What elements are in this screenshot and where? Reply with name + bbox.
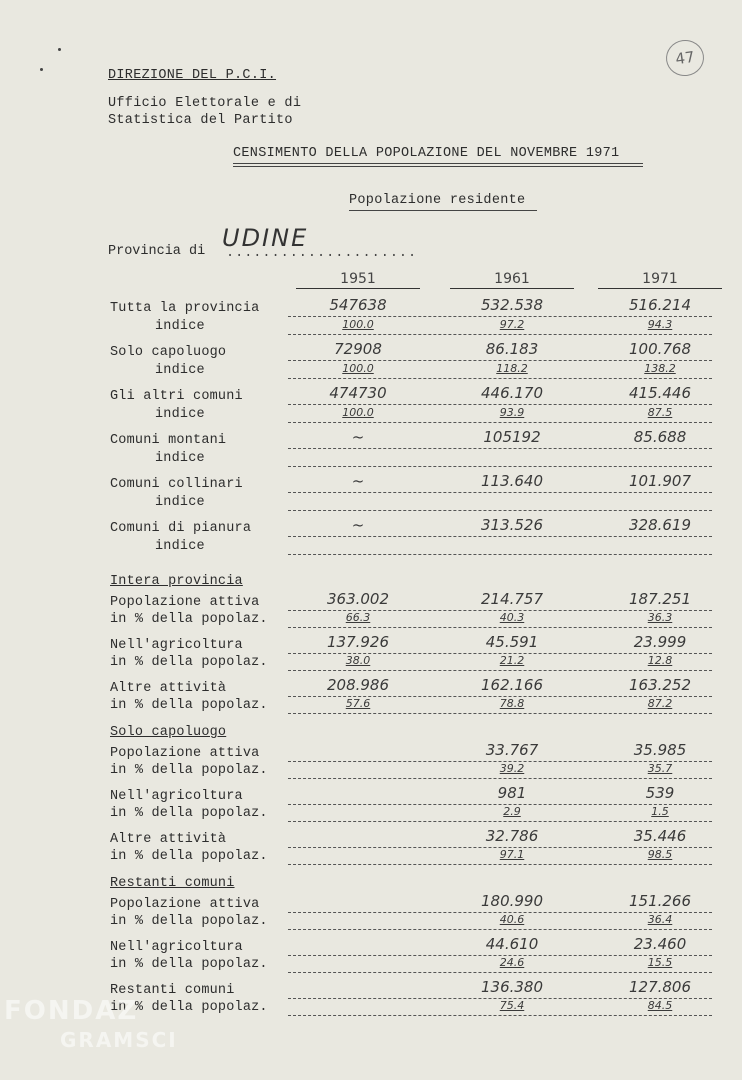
handwritten-value: 86.183 — [485, 340, 539, 358]
handwritten-value: 97.1 — [499, 848, 525, 861]
handwritten-value: 87.2 — [647, 697, 673, 710]
year-header-2: 1971 — [642, 271, 678, 287]
row-label: in % della popolaz. — [110, 957, 268, 972]
dashed-fill-line — [288, 536, 712, 537]
dashed-fill-line — [288, 821, 712, 822]
province-name-handwritten: UDINE — [222, 224, 309, 252]
province-dots: ..................... — [226, 246, 418, 261]
handwritten-value: 66.3 — [345, 611, 371, 624]
dashed-fill-line — [288, 864, 712, 865]
handwritten-value: 363.002 — [326, 590, 390, 608]
handwritten-value: 15.5 — [647, 956, 673, 969]
handwritten-value: 100.768 — [628, 340, 692, 358]
handwritten-value: 113.640 — [480, 472, 544, 490]
paper-speck — [58, 48, 61, 51]
section-title: Intera provincia — [110, 574, 243, 589]
handwritten-value: 1.5 — [651, 805, 669, 818]
handwritten-value: 98.5 — [647, 848, 673, 861]
handwritten-value: 180.990 — [480, 892, 544, 910]
province-label: Provincia di — [108, 244, 206, 259]
handwritten-value: 87.5 — [647, 406, 673, 419]
section-title: Restanti comuni — [110, 876, 235, 891]
title-text: CENSIMENTO DELLA POPOLAZIONE DEL NOVEMBRE 1971 — [233, 146, 620, 161]
handwritten-value: 118.2 — [496, 362, 528, 375]
row-label: indice — [155, 407, 205, 422]
handwritten-value: 138.2 — [644, 362, 676, 375]
handwritten-value: 85.688 — [633, 428, 687, 446]
subtitle — [349, 193, 537, 211]
handwritten-value: 12.8 — [647, 654, 673, 667]
handwritten-value: 214.757 — [480, 590, 544, 608]
section-title: Solo capoluogo — [110, 725, 227, 740]
row-label: Nell'agricoltura — [110, 789, 243, 804]
handwritten-value: 36.3 — [647, 611, 673, 624]
handwritten-value: 162.166 — [480, 676, 544, 694]
paper-speck — [40, 68, 43, 71]
handwritten-value: 187.251 — [628, 590, 692, 608]
handwritten-value: 35.446 — [633, 827, 687, 845]
handwritten-value: 78.8 — [499, 697, 525, 710]
dashed-fill-line — [288, 670, 712, 671]
row-label: Comuni montani — [110, 433, 227, 448]
row-label: Nell'agricoltura — [110, 638, 243, 653]
handwritten-value: 136.380 — [480, 978, 544, 996]
year-underline — [296, 288, 420, 289]
row-label: in % della popolaz. — [110, 698, 268, 713]
year-header-1: 1961 — [494, 271, 530, 287]
handwritten-value: 2.9 — [503, 805, 521, 818]
row-label: in % della popolaz. — [110, 914, 268, 929]
row-label: in % della popolaz. — [110, 655, 268, 670]
handwritten-value: 40.3 — [499, 611, 525, 624]
row-label: indice — [155, 451, 205, 466]
row-label: in % della popolaz. — [110, 763, 268, 778]
row-label: Tutta la provincia — [110, 301, 260, 316]
handwritten-value: 313.526 — [480, 516, 544, 534]
dashed-fill-line — [288, 554, 712, 555]
row-label: Comuni di pianura — [110, 521, 252, 536]
dashed-fill-line — [288, 627, 712, 628]
dashed-fill-line — [288, 448, 712, 449]
watermark-line-2: GRAMSCI — [60, 1028, 178, 1052]
handwritten-value: 35.7 — [647, 762, 673, 775]
row-label: Comuni collinari — [110, 477, 243, 492]
handwritten-value: 151.266 — [628, 892, 692, 910]
handwritten-value: 44.610 — [485, 935, 539, 953]
document-title — [233, 146, 643, 167]
handwritten-value: 547638 — [329, 296, 387, 314]
dashed-fill-line — [288, 778, 712, 779]
handwritten-value: 532.538 — [480, 296, 544, 314]
dashed-fill-line — [288, 1015, 712, 1016]
handwritten-value: 516.214 — [628, 296, 692, 314]
handwritten-value: 38.0 — [345, 654, 371, 667]
handwritten-value: 21.2 — [499, 654, 525, 667]
row-label: Popolazione attiva — [110, 746, 260, 761]
row-label: Popolazione attiva — [110, 595, 260, 610]
handwritten-value: 93.9 — [499, 406, 525, 419]
row-label: Nell'agricoltura — [110, 940, 243, 955]
title-double-underline — [233, 163, 643, 167]
handwritten-value: 84.5 — [647, 999, 673, 1012]
handwritten-value: 36.4 — [647, 913, 673, 926]
handwritten-value: 105192 — [483, 428, 541, 446]
handwritten-value: 40.6 — [499, 913, 525, 926]
dashed-fill-line — [288, 422, 712, 423]
dashed-fill-line — [288, 378, 712, 379]
handwritten-value: 33.767 — [485, 741, 539, 759]
row-label: Popolazione attiva — [110, 897, 260, 912]
handwritten-value: 39.2 — [499, 762, 525, 775]
year-underline — [598, 288, 722, 289]
handwritten-value: 539 — [645, 784, 675, 802]
dashed-fill-line — [288, 404, 712, 405]
handwritten-value: 100.0 — [342, 406, 374, 419]
handwritten-value: ~ — [351, 516, 365, 534]
handwritten-value: 446.170 — [480, 384, 544, 402]
dashed-fill-line — [288, 466, 712, 467]
dashed-fill-line — [288, 972, 712, 973]
dashed-fill-line — [288, 334, 712, 335]
handwritten-value: 94.3 — [647, 318, 673, 331]
handwritten-value: 23.999 — [633, 633, 687, 651]
handwritten-value: 208.986 — [326, 676, 390, 694]
row-label: Altre attività — [110, 681, 227, 696]
handwritten-value: 35.985 — [633, 741, 687, 759]
subtitle-underline — [349, 210, 537, 211]
year-header-0: 1951 — [340, 271, 376, 287]
row-label: indice — [155, 363, 205, 378]
handwritten-value: 163.252 — [628, 676, 692, 694]
handwritten-value: 100.0 — [342, 362, 374, 375]
dashed-fill-line — [288, 929, 712, 930]
dashed-fill-line — [288, 492, 712, 493]
org-heading: DIREZIONE DEL P.C.I. — [108, 68, 277, 83]
row-label: indice — [155, 495, 205, 510]
handwritten-value: 57.6 — [345, 697, 371, 710]
dashed-fill-line — [288, 316, 712, 317]
handwritten-value: 474730 — [329, 384, 387, 402]
row-label: indice — [155, 539, 205, 554]
year-underline — [450, 288, 574, 289]
handwritten-value: 72908 — [334, 340, 382, 358]
handwritten-value: 328.619 — [628, 516, 692, 534]
dashed-fill-line — [288, 713, 712, 714]
watermark-line-1: FONDAZ — [4, 996, 139, 1026]
handwritten-value: 100.0 — [342, 318, 374, 331]
subtitle-text: Popolazione residente — [349, 193, 526, 208]
handwritten-value: 101.907 — [628, 472, 692, 490]
row-label: in % della popolaz. — [110, 849, 268, 864]
handwritten-value: 23.460 — [633, 935, 687, 953]
handwritten-value: ~ — [351, 428, 365, 446]
dashed-fill-line — [288, 510, 712, 511]
handwritten-value: 24.6 — [499, 956, 525, 969]
row-label: Gli altri comuni — [110, 389, 243, 404]
handwritten-value: 97.2 — [499, 318, 525, 331]
handwritten-value: ~ — [351, 472, 365, 490]
handwritten-value: 32.786 — [485, 827, 539, 845]
page-number-stamp: 47 — [664, 38, 707, 79]
row-label: in % della popolaz. — [110, 612, 268, 627]
handwritten-value: 127.806 — [628, 978, 692, 996]
office-line-1: Ufficio Elettorale e di — [108, 96, 302, 111]
handwritten-value: 981 — [497, 784, 527, 802]
row-label: indice — [155, 319, 205, 334]
row-label: Restanti comuni — [110, 983, 235, 998]
dashed-fill-line — [288, 360, 712, 361]
row-label: in % della popolaz. — [110, 806, 268, 821]
handwritten-value: 45.591 — [485, 633, 539, 651]
row-label: Solo capoluogo — [110, 345, 227, 360]
row-label: Altre attività — [110, 832, 227, 847]
office-line-2: Statistica del Partito — [108, 113, 293, 128]
handwritten-value: 75.4 — [499, 999, 525, 1012]
handwritten-value: 137.926 — [326, 633, 390, 651]
row-label: in % della popolaz. — [110, 1000, 268, 1015]
handwritten-value: 415.446 — [628, 384, 692, 402]
